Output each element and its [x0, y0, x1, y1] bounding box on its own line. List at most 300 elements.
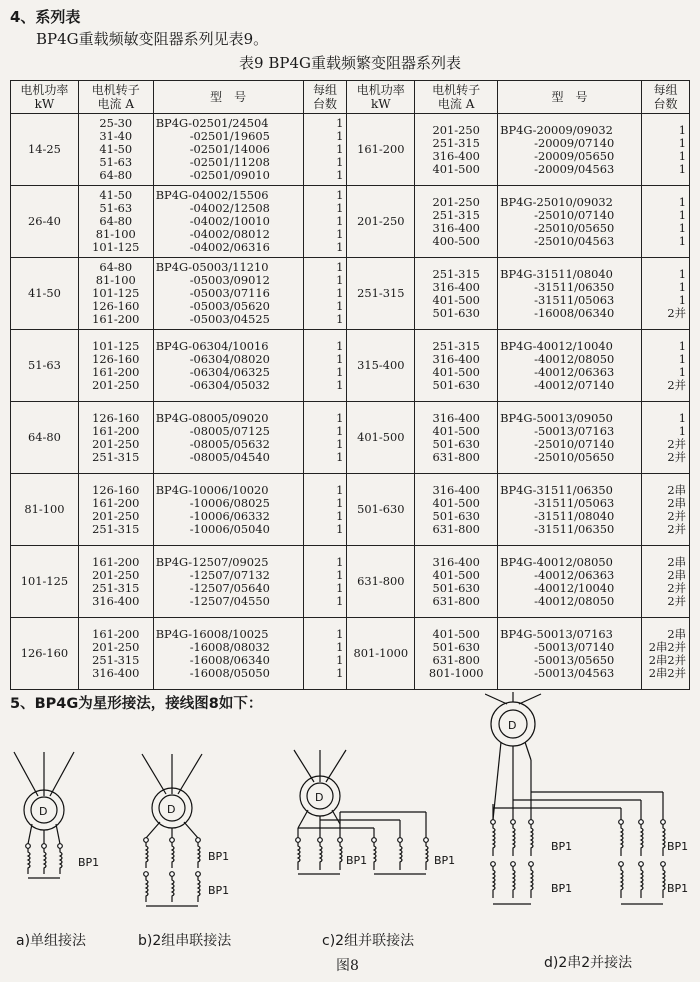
count-cell-left-line: 1: [336, 338, 344, 353]
count-cell-left-line: 1: [336, 201, 344, 215]
current-cell-left: [78, 330, 153, 402]
count-cell-right: [641, 258, 689, 330]
model-cell-right-line: -50013/05650: [534, 652, 615, 667]
current-cell-right: [415, 618, 498, 690]
current-cell-right-line: 316-400: [432, 148, 480, 163]
count-cell-right: [641, 402, 689, 474]
model-cell-left-line: -02501/19605: [189, 129, 270, 143]
model-cell-right-line: -50013/07140: [534, 639, 615, 654]
count-cell-left-line: 1: [336, 227, 344, 241]
model-cell-left-line: -12507/04550: [189, 593, 270, 608]
current-cell-left-line: 51-63: [99, 201, 133, 215]
resistor-label-a: BP1: [78, 856, 100, 869]
current-cell-right-line: 201-250: [432, 122, 480, 137]
current-cell-right-line: 316-400: [432, 351, 480, 366]
model-cell-left-line: -08005/04540: [189, 449, 270, 464]
count-cell-right-line: 2并: [667, 580, 686, 595]
power-cell-right: 251-315: [347, 258, 415, 330]
count-cell-right-line: 1: [678, 364, 686, 379]
header-power-right: 电机功率 kW: [347, 81, 415, 114]
current-cell-left: [78, 618, 153, 690]
model-cell-left-line: -04002/08012: [189, 227, 270, 241]
count-cell-left-line: 1: [336, 652, 344, 667]
current-cell-left-line: 64-80: [99, 168, 133, 182]
count-cell-left-line: 1: [336, 273, 344, 287]
current-cell-right: [415, 330, 498, 402]
power-cell-right: 801-1000: [347, 618, 415, 690]
model-cell-left-line: -05003/05620: [189, 299, 270, 313]
current-cell-right-line: 251-315: [432, 338, 480, 353]
model-cell-left: [153, 402, 303, 474]
current-cell-left-line: 161-200: [92, 554, 140, 569]
current-cell-right-line: 251-315: [432, 266, 480, 281]
power-cell-left: 41-50: [11, 258, 79, 330]
current-cell-left: [78, 258, 153, 330]
power-cell-right: 631-800: [347, 546, 415, 618]
model-cell-right: [498, 546, 642, 618]
count-cell-left-line: 1: [336, 554, 344, 569]
model-cell-right-line: -40012/08050: [534, 351, 615, 366]
header-power-left: 电机功率 kW: [11, 81, 79, 114]
model-cell-right-line: -31511/05063: [534, 495, 615, 510]
count-cell-left-line: 1: [336, 639, 344, 654]
current-cell-left: [78, 114, 153, 186]
current-cell-left-line: 251-315: [92, 449, 140, 464]
resistor-label-d3: BP1: [667, 840, 689, 853]
current-cell-left-line: 161-200: [92, 364, 140, 379]
model-cell-left-line: -16008/05050: [189, 665, 270, 680]
current-cell-left-line: 161-200: [92, 495, 140, 510]
current-cell-left-line: 126-160: [92, 482, 140, 497]
power-cell-right: 201-250: [347, 186, 415, 258]
count-cell-left-line: 1: [336, 188, 344, 202]
count-cell-left: [303, 618, 347, 690]
model-cell-left-line: -12507/07132: [189, 567, 270, 582]
model-cell-left-line: -16008/08032: [189, 639, 270, 654]
current-cell-left-line: 161-200: [92, 626, 140, 641]
motor-label-a: D: [39, 805, 48, 818]
power-cell-left: 14-25: [11, 114, 79, 186]
count-cell-right-line: 2并: [667, 305, 686, 320]
count-cell-right-line: 1: [678, 207, 686, 222]
count-cell-left-line: 1: [336, 312, 344, 326]
current-cell-right-line: 631-800: [432, 652, 480, 667]
model-cell-right-line: -25010/07140: [534, 436, 615, 451]
model-cell-left-line: BP4G-16008/10025: [155, 626, 269, 641]
count-cell-left: [303, 330, 347, 402]
count-cell-left-line: 1: [336, 567, 344, 582]
count-cell-left-line: 1: [336, 299, 344, 313]
count-cell-right-line: 1: [678, 279, 686, 294]
current-cell-right: [415, 186, 498, 258]
current-cell-left-line: 51-63: [99, 155, 133, 169]
model-cell-left-line: -02501/11208: [189, 155, 270, 169]
current-cell-left-line: 126-160: [92, 299, 140, 313]
count-cell-right-line: 1: [678, 410, 686, 425]
current-cell-left-line: 126-160: [92, 410, 140, 425]
model-cell-left: [153, 258, 303, 330]
count-cell-left: [303, 114, 347, 186]
current-cell-left: [78, 186, 153, 258]
diagram-parallel: [282, 748, 472, 918]
current-cell-right-line: 201-250: [432, 194, 480, 209]
model-cell-left-line: BP4G-06304/10016: [155, 338, 269, 353]
power-cell-left: 81-100: [11, 474, 79, 546]
table-row: [11, 186, 690, 258]
count-cell-right-line: 2串2并: [648, 652, 686, 667]
current-cell-left-line: 25-30: [99, 116, 133, 130]
model-cell-right-line: -31511/05063: [534, 292, 615, 307]
count-cell-left-line: 1: [336, 410, 344, 425]
header-model-right: 型 号: [498, 81, 642, 114]
table-header-row: [11, 81, 690, 114]
count-cell-left-line: 1: [336, 665, 344, 680]
current-cell-left-line: 64-80: [99, 260, 133, 274]
count-cell-left: [303, 258, 347, 330]
motor-label-c: D: [315, 791, 324, 804]
count-cell-left-line: 1: [336, 364, 344, 379]
model-cell-right-line: -50013/07163: [534, 423, 615, 438]
resistor-label-c1: BP1: [346, 854, 368, 867]
table-row: [11, 258, 690, 330]
model-cell-right-line: -40012/08050: [534, 593, 615, 608]
count-cell-left-line: 1: [336, 495, 344, 510]
model-cell-right-line: BP4G-25010/09032: [500, 194, 613, 209]
current-cell-right-line: 501-630: [432, 436, 480, 451]
motor-label-b: D: [167, 803, 176, 816]
current-cell-right-line: 400-500: [432, 233, 480, 248]
power-cell-left: 26-40: [11, 186, 79, 258]
count-cell-left-line: 1: [336, 240, 344, 254]
caption-c: c)2组并联接法: [322, 933, 415, 949]
current-cell-left-line: 251-315: [92, 652, 140, 667]
model-cell-right-line: -25010/04563: [534, 233, 615, 248]
current-cell-right: [415, 402, 498, 474]
table-body: [11, 114, 690, 690]
current-cell-left-line: 201-250: [92, 508, 140, 523]
model-cell-right-line: -31511/06350: [534, 279, 615, 294]
model-cell-right-line: -31511/06350: [534, 521, 615, 536]
count-cell-right: [641, 114, 689, 186]
model-cell-left-line: -10006/05040: [189, 521, 270, 536]
model-cell-right-line: BP4G-40012/08050: [500, 554, 613, 569]
count-cell-left: [303, 186, 347, 258]
current-cell-right: [415, 114, 498, 186]
current-cell-right-line: 501-630: [432, 305, 480, 320]
current-cell-left-line: 81-100: [95, 273, 136, 287]
count-cell-right-line: 1: [678, 266, 686, 281]
current-cell-right: [415, 474, 498, 546]
current-cell-right-line: 501-630: [432, 508, 480, 523]
current-cell-right-line: 501-630: [432, 377, 480, 392]
count-cell-left-line: 1: [336, 129, 344, 143]
resistor-label-d2: BP1: [551, 882, 573, 895]
diagram-series: [130, 752, 260, 927]
diagram-series-parallel: [485, 692, 697, 944]
model-cell-left-line: -04002/12508: [189, 201, 270, 215]
current-cell-right-line: 801-1000: [428, 665, 484, 680]
count-cell-right-line: 1: [678, 220, 686, 235]
count-cell-right-line: 1: [678, 148, 686, 163]
model-cell-left-line: -02501/09010: [189, 168, 270, 182]
model-cell-right-line: -40012/10040: [534, 580, 615, 595]
table-row: [11, 114, 690, 186]
count-cell-left-line: 1: [336, 168, 344, 182]
model-cell-right: [498, 474, 642, 546]
model-cell-right: [498, 114, 642, 186]
model-cell-left-line: BP4G-10006/10020: [155, 482, 269, 497]
resistor-label-b2: BP1: [208, 884, 230, 897]
model-cell-left: [153, 330, 303, 402]
current-cell-left: [78, 402, 153, 474]
model-cell-left-line: -02501/14006: [189, 142, 270, 156]
count-cell-left-line: 1: [336, 508, 344, 523]
table-row: [11, 330, 690, 402]
count-cell-right: [641, 186, 689, 258]
count-cell-right-line: 2串: [667, 554, 686, 569]
model-cell-left: [153, 546, 303, 618]
count-cell-right-line: 1: [678, 161, 686, 176]
model-cell-left-line: -05003/07116: [189, 286, 270, 300]
current-cell-right-line: 501-630: [432, 580, 480, 595]
count-cell-left-line: 1: [336, 449, 344, 464]
model-cell-right-line: -20009/04563: [534, 161, 615, 176]
current-cell-left-line: 201-250: [92, 639, 140, 654]
header-count-right: 每组 台数: [641, 81, 689, 114]
count-cell-left-line: 1: [336, 436, 344, 451]
model-cell-right-line: BP4G-50013/09050: [500, 410, 613, 425]
table-row: [11, 546, 690, 618]
current-cell-right-line: 631-800: [432, 593, 480, 608]
count-cell-left: [303, 402, 347, 474]
resistor-label-b1: BP1: [208, 850, 230, 863]
series-table: [10, 80, 690, 690]
count-cell-right: [641, 546, 689, 618]
count-cell-right-line: 2并: [667, 521, 686, 536]
current-cell-right-line: 401-500: [432, 292, 480, 307]
count-cell-right-line: 2并: [667, 436, 686, 451]
current-cell-left-line: 161-200: [92, 312, 140, 326]
current-cell-right-line: 401-500: [432, 364, 480, 379]
model-cell-right-line: -25010/05650: [534, 449, 615, 464]
model-cell-right-line: -40012/06363: [534, 567, 615, 582]
count-cell-right-line: 2串: [667, 495, 686, 510]
current-cell-left: [78, 474, 153, 546]
section-4-intro: BP4G重载频敏变阻器系列见表9。: [36, 30, 269, 48]
table-row: [11, 402, 690, 474]
model-cell-right: [498, 402, 642, 474]
model-cell-right-line: BP4G-50013/07163: [500, 626, 613, 641]
count-cell-right-line: 2串2并: [648, 639, 686, 654]
model-cell-right-line: -20009/05650: [534, 148, 615, 163]
power-cell-right: 315-400: [347, 330, 415, 402]
power-cell-left: 64-80: [11, 402, 79, 474]
model-cell-left-line: -05003/09012: [189, 273, 270, 287]
model-cell-right-line: BP4G-20009/09032: [500, 122, 613, 137]
table-row: [11, 618, 690, 690]
count-cell-right-line: 1: [678, 233, 686, 248]
model-cell-right: [498, 186, 642, 258]
current-cell-right-line: 401-500: [432, 495, 480, 510]
count-cell-left: [303, 474, 347, 546]
current-cell-left-line: 201-250: [92, 567, 140, 582]
power-cell-left: 51-63: [11, 330, 79, 402]
model-cell-left-line: BP4G-04002/15506: [155, 188, 269, 202]
count-cell-right: [641, 330, 689, 402]
count-cell-right-line: 1: [678, 135, 686, 150]
current-cell-left-line: 41-50: [99, 142, 133, 156]
header-count-left: 每组 台数: [303, 81, 347, 114]
model-cell-right: [498, 330, 642, 402]
model-cell-left-line: -06304/06325: [189, 364, 270, 379]
power-cell-left: 126-160: [11, 618, 79, 690]
model-cell-left: [153, 474, 303, 546]
current-cell-left-line: 81-100: [95, 227, 136, 241]
model-cell-left-line: -12507/05640: [189, 580, 270, 595]
count-cell-right-line: 2并: [667, 449, 686, 464]
count-cell-right-line: 2并: [667, 508, 686, 523]
current-cell-right-line: 401-500: [432, 626, 480, 641]
section-5-title: 5、BP4G为星形接法，接线图8如下：: [10, 696, 263, 712]
current-cell-left-line: 316-400: [92, 593, 140, 608]
header-current-right: 电机转子 电流 A: [415, 81, 498, 114]
power-cell-left: 101-125: [11, 546, 79, 618]
current-cell-left-line: 126-160: [92, 351, 140, 366]
count-cell-right-line: 2串: [667, 567, 686, 582]
count-cell-right-line: 2串: [667, 482, 686, 497]
model-cell-right-line: -25010/07140: [534, 207, 615, 222]
resistor-label-d1: BP1: [551, 840, 573, 853]
model-cell-left: [153, 186, 303, 258]
model-cell-right-line: -40012/07140: [534, 377, 615, 392]
current-cell-right-line: 316-400: [432, 482, 480, 497]
count-cell-right-line: 2并: [667, 377, 686, 392]
model-cell-left: [153, 114, 303, 186]
current-cell-right: [415, 546, 498, 618]
power-cell-right: 501-630: [347, 474, 415, 546]
diagram-single-group: [8, 748, 128, 898]
model-cell-left-line: -08005/05632: [189, 436, 270, 451]
caption-b: b)2组串联接法: [138, 933, 232, 949]
count-cell-left: [303, 546, 347, 618]
model-cell-right-line: -20009/07140: [534, 135, 615, 150]
model-cell-right-line: BP4G-31511/08040: [500, 266, 613, 281]
motor-label-d: D: [508, 719, 517, 732]
current-cell-right-line: 251-315: [432, 135, 480, 150]
current-cell-left-line: 101-125: [92, 338, 140, 353]
current-cell-left-line: 161-200: [92, 423, 140, 438]
count-cell-right: [641, 618, 689, 690]
current-cell-right-line: 401-500: [432, 423, 480, 438]
count-cell-left-line: 1: [336, 214, 344, 228]
count-cell-left-line: 1: [336, 521, 344, 536]
model-cell-left-line: -16008/06340: [189, 652, 270, 667]
model-cell-right: [498, 618, 642, 690]
model-cell-left-line: -08005/07125: [189, 423, 270, 438]
current-cell-right-line: 316-400: [432, 554, 480, 569]
count-cell-right-line: 1: [678, 338, 686, 353]
count-cell-left-line: 1: [336, 377, 344, 392]
count-cell-left-line: 1: [336, 155, 344, 169]
current-cell-left-line: 251-315: [92, 521, 140, 536]
current-cell-right-line: 631-800: [432, 521, 480, 536]
model-cell-right-line: BP4G-31511/06350: [500, 482, 613, 497]
current-cell-right-line: 316-400: [432, 410, 480, 425]
table-row: [11, 474, 690, 546]
count-cell-right-line: 1: [678, 194, 686, 209]
model-cell-right-line: BP4G-40012/10040: [500, 338, 613, 353]
model-cell-left-line: -06304/05032: [189, 377, 270, 392]
count-cell-right: [641, 474, 689, 546]
current-cell-left: [78, 546, 153, 618]
current-cell-right-line: 631-800: [432, 449, 480, 464]
count-cell-right-line: 1: [678, 122, 686, 137]
current-cell-right-line: 501-630: [432, 639, 480, 654]
model-cell-left-line: -10006/06332: [189, 508, 270, 523]
count-cell-left-line: 1: [336, 116, 344, 130]
current-cell-right-line: 316-400: [432, 220, 480, 235]
model-cell-right-line: -50013/04563: [534, 665, 615, 680]
power-cell-right: 401-500: [347, 402, 415, 474]
caption-d: d)2串2并接法: [544, 955, 633, 971]
model-cell-left-line: -10006/08025: [189, 495, 270, 510]
resistor-label-c2: BP1: [434, 854, 456, 867]
count-cell-right-line: 2串2并: [648, 665, 686, 680]
model-cell-left-line: -04002/06316: [189, 240, 270, 254]
section-4-title: 4、系列表: [10, 8, 81, 26]
header-model-left: 型 号: [153, 81, 303, 114]
count-cell-right-line: 1: [678, 351, 686, 366]
current-cell-left-line: 201-250: [92, 436, 140, 451]
current-cell-left-line: 41-50: [99, 188, 133, 202]
model-cell-left-line: BP4G-05003/11210: [155, 260, 269, 274]
count-cell-right-line: 1: [678, 292, 686, 307]
count-cell-left-line: 1: [336, 423, 344, 438]
model-cell-left-line: BP4G-12507/09025: [155, 554, 269, 569]
count-cell-left-line: 1: [336, 626, 344, 641]
count-cell-right-line: 1: [678, 423, 686, 438]
current-cell-left-line: 201-250: [92, 377, 140, 392]
count-cell-left-line: 1: [336, 286, 344, 300]
caption-a: a)单组接法: [16, 933, 87, 949]
current-cell-left-line: 101-125: [92, 240, 140, 254]
resistor-label-d4: BP1: [667, 882, 689, 895]
model-cell-right: [498, 258, 642, 330]
model-cell-right-line: -25010/05650: [534, 220, 615, 235]
current-cell-left-line: 31-40: [99, 129, 133, 143]
model-cell-left-line: -05003/04525: [189, 312, 270, 326]
model-cell-right-line: -31511/08040: [534, 508, 615, 523]
model-cell-left: [153, 618, 303, 690]
current-cell-left-line: 316-400: [92, 665, 140, 680]
model-cell-left-line: -06304/08020: [189, 351, 270, 366]
figure-label: 图8: [336, 958, 359, 974]
count-cell-left-line: 1: [336, 260, 344, 274]
current-cell-left-line: 251-315: [92, 580, 140, 595]
count-cell-left-line: 1: [336, 593, 344, 608]
count-cell-left-line: 1: [336, 142, 344, 156]
current-cell-right-line: 401-500: [432, 567, 480, 582]
power-cell-right: 161-200: [347, 114, 415, 186]
table-caption: 表9 BP4G重载频繁变阻器系列表: [239, 54, 461, 72]
current-cell-right: [415, 258, 498, 330]
current-cell-right-line: 251-315: [432, 207, 480, 222]
current-cell-right-line: 316-400: [432, 279, 480, 294]
header-current-left: 电机转子 电流 A: [78, 81, 153, 114]
model-cell-left-line: BP4G-08005/09020: [155, 410, 269, 425]
model-cell-left-line: -04002/10010: [189, 214, 270, 228]
model-cell-left-line: BP4G-02501/24504: [155, 116, 269, 130]
